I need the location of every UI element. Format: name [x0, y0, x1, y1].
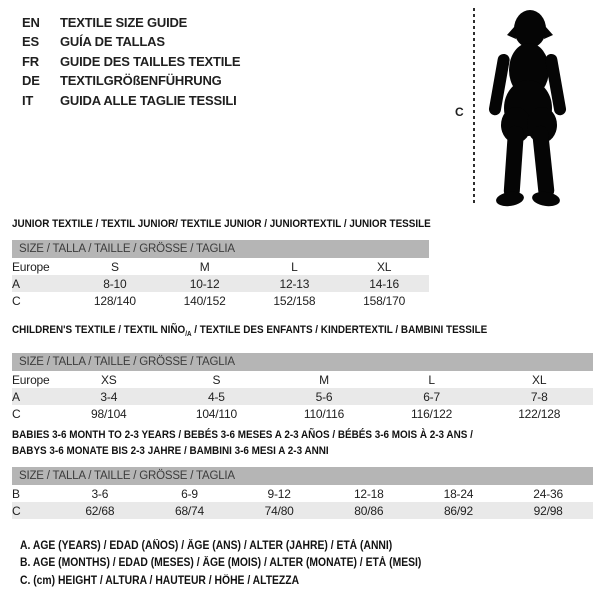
language-code: EN	[22, 15, 40, 30]
size-value-cell: 6-7	[423, 389, 440, 404]
language-code: DE	[22, 73, 40, 89]
row-label: C	[12, 406, 21, 421]
row-label: C	[12, 503, 21, 518]
title-text: JUNIOR TEXTILE / TEXTIL JUNIOR/ TEXTILE JUNIOR / JUNIORTEXTIL / JUNIOR TESSILE	[12, 218, 431, 230]
language-code: IT	[22, 92, 34, 108]
size-header-cell: SIZE / TALLA / TAILLE / GRÖSSE / TAGLIA	[12, 353, 593, 371]
language-code: FR	[22, 53, 39, 69]
size-value-cell: 7-8	[530, 389, 548, 404]
size-value-cell: 24-36	[533, 486, 563, 501]
size-value-cell: 4-5	[208, 389, 225, 404]
size-header-cell: SIZE / TALLA / TAILLE / GRÖSSE / TAGLIA	[12, 467, 593, 485]
size-value-cell: 3-6	[91, 486, 109, 501]
babies-textile-section	[12, 427, 593, 519]
row-label: B	[12, 486, 20, 501]
size-value-cell: 128/140	[93, 293, 136, 308]
legend-line-a: A. AGE (YEARS) / EDAD (AÑOS) / ÂGE (ANS) / ALTER (JAHRE) / ETÀ (ANNI)	[20, 540, 393, 552]
table-row-c	[12, 502, 593, 519]
size-value-cell: M	[199, 259, 210, 274]
language-row-fr	[22, 52, 240, 71]
size-value-cell: M	[319, 372, 329, 387]
legend-line-c: C. (cm) HEIGHT / ALTURA / HAUTEUR / HÖHE / ALTEZZA	[20, 574, 300, 587]
junior-textile-section	[12, 216, 429, 309]
title-text: BABIES 3-6 MONTH TO 2-3 YEARS / BEBÉS 3-6 MESES A 2-3 AÑOS / BÉBÉS 3-6 MOIS À 2-3 ANS /	[12, 429, 473, 441]
table-row-a	[12, 388, 593, 405]
table-title-line	[12, 443, 535, 459]
babies-table-title	[12, 427, 535, 459]
legend-line-b: B. AGE (MONTHS) / EDAD (MESES) / ÂGE (MOIS) / ALTER (MONATE) / ETÀ (MESI)	[20, 557, 422, 570]
row-label: C	[12, 293, 21, 308]
language-list	[22, 13, 240, 110]
size-value-cell: 12-18	[353, 486, 384, 501]
language-row-es	[22, 32, 240, 51]
size-value-cell: 5-6	[315, 389, 333, 404]
children-table-title	[12, 322, 535, 343]
junior-size-table	[12, 240, 429, 309]
language-title: TEXTILGRÖßENFÜHRUNG	[60, 73, 222, 89]
children-textile-section	[12, 322, 593, 422]
title-text: CHILDREN'S TEXTILE / TEXTIL NIÑO	[12, 324, 186, 336]
size-value-cell: 152/158	[273, 293, 316, 308]
size-value-cell: 104/110	[195, 406, 237, 421]
language-code: ES	[22, 34, 39, 50]
language-title: GUIDE DES TAILLES TEXTILE	[60, 53, 241, 69]
title-text: BABYS 3-6 MONATE BIS 2-3 JAHRE / BAMBINI 3-6 MESI A 2-3 ANNI	[12, 445, 329, 457]
table-title-line	[12, 216, 431, 232]
language-title: GUIDA ALLE TAGLIE TESSILI	[60, 92, 237, 108]
title-subscript: /A	[185, 331, 192, 339]
size-header-cell: SIZE / TALLA / TAILLE / GRÖSSE / TAGLIA	[12, 240, 429, 258]
table-row-c	[12, 292, 429, 309]
language-title: GUÍA DE TALLAS	[60, 34, 165, 50]
table-row-europe	[12, 258, 429, 275]
size-value-cell: 10-12	[189, 276, 220, 291]
size-value-cell: XS	[100, 372, 117, 387]
size-value-cell: 18-24	[443, 486, 474, 501]
row-label: A	[12, 389, 20, 404]
row-label: Europe	[12, 372, 50, 387]
size-value-cell: L	[291, 259, 298, 274]
size-value-cell: 110/116	[303, 406, 345, 421]
size-value-cell: 62/68	[85, 503, 115, 518]
size-value-cell: 6-9	[181, 486, 198, 501]
title-text: / TEXTILE DES ENFANTS / KINDERTEXTIL / BAMBINI TESSILE	[191, 324, 488, 336]
size-value-cell: 12-13	[279, 276, 310, 291]
measurement-legend	[20, 538, 466, 590]
language-row-en	[22, 13, 240, 32]
size-value-cell: 158/170	[363, 293, 406, 308]
size-value-cell: 74/80	[264, 503, 294, 518]
size-value-cell: 68/74	[174, 503, 204, 518]
size-value-cell: 9-12	[267, 486, 291, 501]
size-value-cell: 8-10	[103, 276, 127, 291]
size-header-row	[12, 353, 593, 371]
size-value-cell: 86/92	[443, 503, 473, 518]
junior-table-title	[12, 216, 431, 232]
row-label: A	[12, 276, 20, 291]
row-label: Europe	[12, 259, 50, 274]
table-row-b	[12, 485, 593, 502]
size-value-cell: L	[428, 372, 435, 387]
size-value-cell: S	[110, 259, 119, 274]
size-header-row	[12, 240, 429, 258]
size-value-cell: XL	[532, 372, 547, 387]
size-value-cell: 3-4	[100, 389, 118, 404]
table-row-europe	[12, 371, 593, 388]
size-value-cell: 116/122	[411, 406, 453, 421]
table-title-line	[12, 427, 535, 443]
size-value-cell: 122/128	[518, 406, 561, 421]
size-value-cell: 92/98	[533, 503, 563, 518]
size-header-row	[12, 467, 593, 485]
size-value-cell: 80/86	[354, 503, 384, 518]
size-value-cell: 98/104	[91, 406, 127, 421]
height-label-c: C	[455, 105, 464, 119]
size-value-cell: S	[212, 372, 221, 387]
language-row-de	[22, 71, 240, 90]
table-title-line	[12, 322, 535, 343]
size-value-cell: 140/152	[183, 293, 226, 308]
size-value-cell: 14-16	[369, 276, 399, 291]
language-title: TEXTILE SIZE GUIDE	[60, 15, 188, 30]
babies-size-table	[12, 467, 593, 519]
children-size-table	[12, 353, 593, 422]
toddler-silhouette-icon	[480, 8, 575, 208]
language-row-it	[22, 91, 240, 110]
size-value-cell: XL	[376, 259, 392, 274]
height-measure-dashed-line	[473, 8, 475, 206]
table-row-a	[12, 275, 429, 292]
table-row-c	[12, 405, 593, 422]
